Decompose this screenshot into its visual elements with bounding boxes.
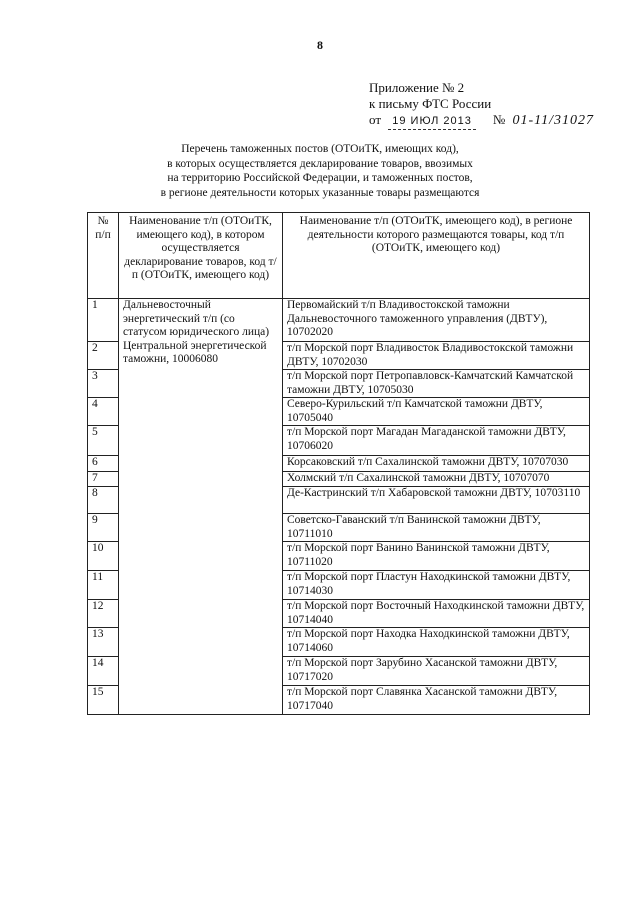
from-label: от bbox=[369, 112, 382, 127]
row-number: 1 bbox=[88, 299, 119, 342]
row-number: 2 bbox=[88, 342, 119, 370]
placement-post: Холмский т/п Сахалинской таможни ДВТУ, 10707070 bbox=[283, 472, 590, 487]
placement-post: т/п Морской порт Магадан Магаданской таможни ДВТУ, 10706020 bbox=[283, 426, 590, 456]
row-number: 5 bbox=[88, 426, 119, 456]
title-line: в регионе деятельности которых указанные товары размещаются bbox=[160, 186, 480, 199]
appendix-header bbox=[369, 80, 594, 130]
placement-post: Советско-Гаванский т/п Ванинской таможни ДВТУ, 10711010 bbox=[283, 514, 590, 542]
title-line: в которых осуществляется декларирование товаров, ввозимых bbox=[167, 157, 473, 170]
placement-post: Корсаковский т/п Сахалинской таможни ДВТУ, 10707030 bbox=[283, 456, 590, 472]
appendix-line2: к письму ФТС России bbox=[369, 96, 492, 111]
page-number: 8 bbox=[317, 38, 323, 52]
row-number: 10 bbox=[88, 542, 119, 571]
placement-post: Северо-Курильский т/п Камчатской таможни ДВТУ, 10705040 bbox=[283, 398, 590, 426]
placement-post: т/п Морской порт Славянка Хасанской таможни ДВТУ, 10717040 bbox=[283, 686, 590, 715]
document-title bbox=[100, 142, 540, 200]
header-declaring-post: Наименование т/п (ОТОиТК, имеющего код), в котором осуществляется декларирование товаров, код т/п (ОТОиТК, имеющего код) bbox=[119, 213, 283, 299]
title-line: Перечень таможенных постов (ОТОиТК, имеющих код), bbox=[181, 143, 459, 155]
title-line: на территорию Российской Федерации, и таможенных постов, bbox=[167, 172, 473, 184]
placement-post: т/п Морской порт Пластун Находкинской таможни ДВТУ, 10714030 bbox=[283, 571, 590, 600]
placement-post: т/п Морской порт Владивосток Владивостокской таможни ДВТУ, 10702030 bbox=[283, 342, 590, 370]
row-number: 3 bbox=[88, 370, 119, 398]
placement-post: Де-Кастринский т/п Хабаровской таможни ДВТУ, 10703110 bbox=[283, 487, 590, 514]
row-number: 4 bbox=[88, 398, 119, 426]
row-number: 7 bbox=[88, 472, 119, 487]
row-number: 11 bbox=[88, 571, 119, 600]
row-number: 15 bbox=[88, 686, 119, 715]
header-number: № п/п bbox=[88, 213, 119, 299]
placement-post: Первомайский т/п Владивостокской таможни Дальневосточного таможенного управления (ДВТУ), 10702020 bbox=[283, 299, 590, 342]
row-number: 9 bbox=[88, 514, 119, 542]
letter-number: 01-11/31027 bbox=[512, 113, 594, 128]
placement-post: т/п Морской порт Ванино Ванинской таможни ДВТУ, 10711020 bbox=[283, 542, 590, 571]
number-label: № bbox=[492, 112, 506, 127]
placement-post: т/п Морской порт Петропавловск-Камчатский Камчатской таможни ДВТУ, 10705030 bbox=[283, 370, 590, 398]
appendix-date-line bbox=[369, 112, 594, 130]
appendix-line1: Приложение № 2 bbox=[369, 80, 465, 95]
placement-post: т/п Морской порт Зарубино Хасанской таможни ДВТУ, 10717020 bbox=[283, 657, 590, 686]
customs-posts-table bbox=[87, 212, 590, 715]
placement-post: т/п Морской порт Восточный Находкинской таможни ДВТУ, 10714040 bbox=[283, 600, 590, 628]
row-number: 12 bbox=[88, 600, 119, 628]
row-number: 6 bbox=[88, 456, 119, 472]
declaring-post: Дальневосточный энергетический т/п (со статусом юридического лица) Центральной энергетической таможни, 10006080 bbox=[119, 299, 283, 715]
row-number: 14 bbox=[88, 657, 119, 686]
letter-date: 19 ИЮЛ 2013 bbox=[388, 113, 476, 130]
row-number: 8 bbox=[88, 487, 119, 514]
header-placement-post: Наименование т/п (ОТОиТК, имеющего код), в регионе деятельности которого размещаются товары, код т/п (ОТОиТК, имеющего код) bbox=[283, 213, 590, 299]
table-row bbox=[88, 299, 590, 342]
row-number: 13 bbox=[88, 628, 119, 657]
placement-post: т/п Морской порт Находка Находкинской таможни ДВТУ, 10714060 bbox=[283, 628, 590, 657]
